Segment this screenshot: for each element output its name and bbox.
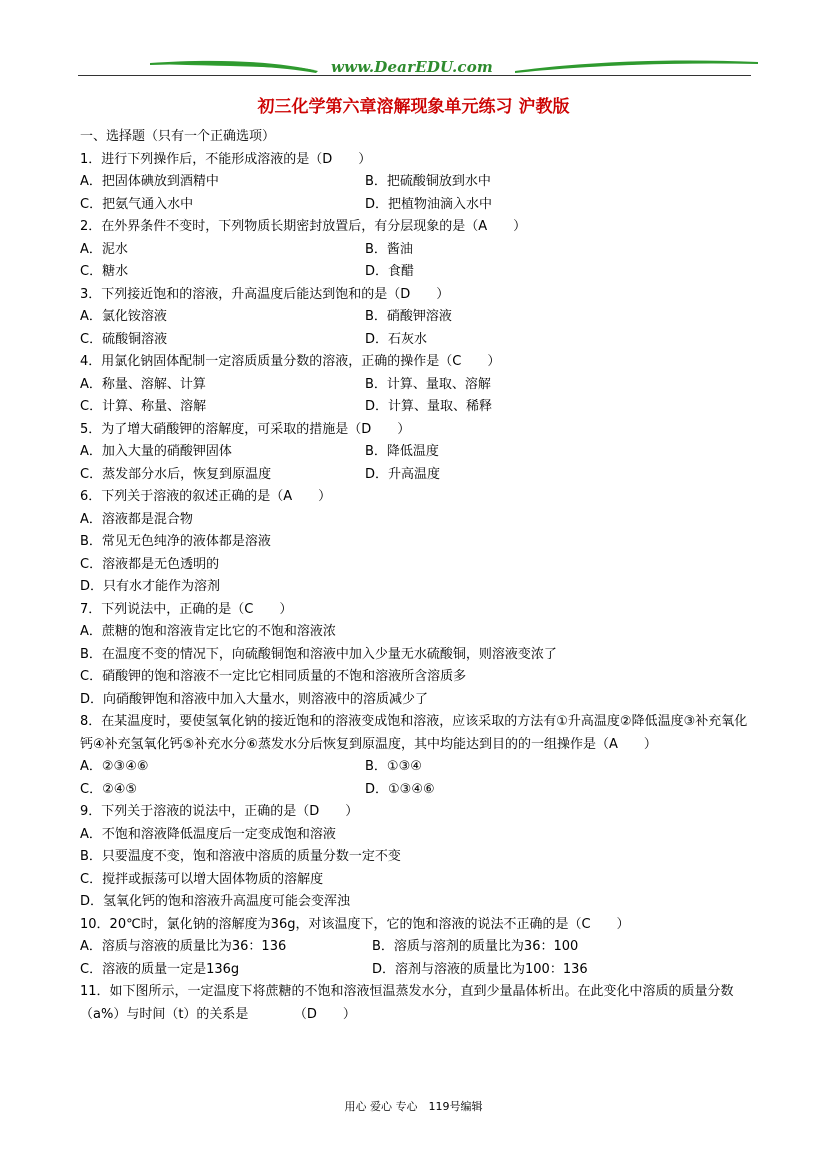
- option: D．只有水才能作为溶剂: [80, 579, 221, 594]
- option: A．称量、溶解、计算: [80, 376, 206, 392]
- option: A．泥水: [80, 241, 128, 257]
- question-stem: 5．为了增大硝酸钾的溶解度，可采取的措施是（D ）: [80, 421, 411, 437]
- question-stem: 1．进行下列操作后，不能形成溶液的是（D ）: [80, 151, 372, 167]
- header-divider: [78, 75, 751, 76]
- option: C．②④⑤: [80, 781, 138, 797]
- option: B．酱油: [365, 241, 413, 257]
- question-stem: 10．20℃时，氯化钠的溶解度为36g，对该温度下，它的饱和溶液的说法不正确的是（C ）: [80, 916, 630, 932]
- question-stem: 7．下列说法中，正确的是（C ）: [80, 601, 293, 617]
- option-row: [80, 239, 752, 262]
- option: A．不饱和溶液降低温度后一定变成饱和溶液: [80, 826, 336, 842]
- question-stem: 4．用氯化钠固体配制一定溶质质量分数的溶液，正确的操作是（C ）: [80, 354, 501, 369]
- option: D．石灰水: [365, 331, 428, 347]
- option-row: [80, 779, 752, 802]
- page-footer: 用心 爱心 专心 119号编辑: [344, 1100, 483, 1113]
- option: C．蒸发部分水后，恢复到原温度: [80, 466, 272, 482]
- option: C．硝酸钾的饱和溶液不一定比它相同质量的不饱和溶液所含溶质多: [80, 669, 467, 684]
- option-row: [80, 306, 752, 329]
- option: C．溶液的质量一定是136g: [80, 961, 240, 977]
- option: D．①③④⑥: [365, 781, 435, 797]
- option: D．向硝酸钾饱和溶液中加入大量水，则溶液中的溶质减少了: [80, 691, 429, 707]
- question-list: [80, 126, 752, 1026]
- option-row: [80, 374, 752, 397]
- option: D．升高温度: [365, 466, 441, 482]
- question-stem: 11．如下图所示，一定温度下将蔗糖的不饱和溶液恒温蒸发水分，直到少量晶体析出。在此变化中溶质的质量分数（a%）与时间（t）的关系是 （D ）: [80, 984, 734, 1022]
- option: B．溶质与溶剂的质量比为36：100: [372, 939, 579, 954]
- question-stem: 3．下列接近饱和的溶液，升高温度后能达到饱和的是（D ）: [80, 286, 450, 302]
- option: D．食醋: [365, 264, 415, 279]
- question-stem: 6．下列关于溶液的叙述正确的是（A ）: [80, 489, 332, 504]
- option: D．计算、量取、稀释: [365, 399, 493, 414]
- option: C．把氨气通入水中: [80, 196, 194, 212]
- option-row: [80, 936, 752, 959]
- logo-text: www.DearEDU.com: [330, 58, 493, 76]
- question-stem: 2．在外界条件不变时，下列物质长期密封放置后，有分层现象的是（A ）: [80, 219, 527, 234]
- question-stem: 9．下列关于溶液的说法中，正确的是（D ）: [80, 804, 359, 819]
- question-stem: 8．在某温度时，要使氢氧化钠的接近饱和的溶液变成饱和溶液，应该采取的方法有①升高温度②降低温度③补充氧化钙④补充氢氧化钙⑤补充水分⑥蒸发水分后恢复到原温度，其中均能达到目的的一组操作是（A ）: [80, 714, 748, 752]
- option: A．溶质与溶液的质量比为36：136: [80, 939, 287, 954]
- option: D．溶剂与溶液的质量比为100：136: [372, 961, 588, 977]
- option: B．在温度不变的情况下，向硫酸铜饱和溶液中加入少量无水硫酸铜，则溶液变浓了: [80, 646, 557, 662]
- option-row: [80, 194, 752, 217]
- option: B．常见无色纯净的液体都是溶液: [80, 534, 271, 549]
- option: A．蔗糖的饱和溶液肯定比它的不饱和溶液浓: [80, 624, 336, 639]
- option: C．搅拌或振荡可以增大固体物质的溶解度: [80, 871, 324, 887]
- option-row: [80, 261, 752, 284]
- section-heading: 一、选择题（只有一个正确选项）: [80, 129, 276, 144]
- option-row: [80, 959, 752, 982]
- option: D．氢氧化钙的饱和溶液升高温度可能会变浑浊: [80, 894, 351, 909]
- option: C．计算、称量、溶解: [80, 399, 207, 414]
- option: C．糖水: [80, 264, 129, 279]
- option: B．①③④: [365, 759, 422, 774]
- option-row: [80, 329, 752, 352]
- option: A．氯化铵溶液: [80, 309, 167, 324]
- option-row: [80, 441, 752, 464]
- option: C．溶液都是无色透明的: [80, 556, 220, 572]
- option-row: [80, 756, 752, 779]
- option: B．把硫酸铜放到水中: [365, 174, 491, 189]
- option: B．只要温度不变，饱和溶液中溶质的质量分数一定不变: [80, 849, 401, 864]
- option: A．溶液都是混合物: [80, 511, 193, 527]
- option: A．加入大量的硝酸钾固体: [80, 444, 232, 459]
- option: D．把植物油滴入水中: [365, 196, 493, 212]
- option: C．硫酸铜溶液: [80, 331, 168, 347]
- option-row: [80, 464, 752, 487]
- option: B．硝酸钾溶液: [365, 309, 452, 324]
- option: A．②③④⑥: [80, 759, 149, 774]
- document-title: 初三化学第六章溶解现象单元练习 沪教版: [257, 97, 570, 117]
- option: A．把固体碘放到酒精中: [80, 174, 219, 189]
- option-row: [80, 171, 752, 194]
- option: B．降低温度: [365, 444, 439, 459]
- site-logo: [150, 54, 760, 82]
- option-row: [80, 396, 752, 419]
- option: B．计算、量取、溶解: [365, 376, 491, 392]
